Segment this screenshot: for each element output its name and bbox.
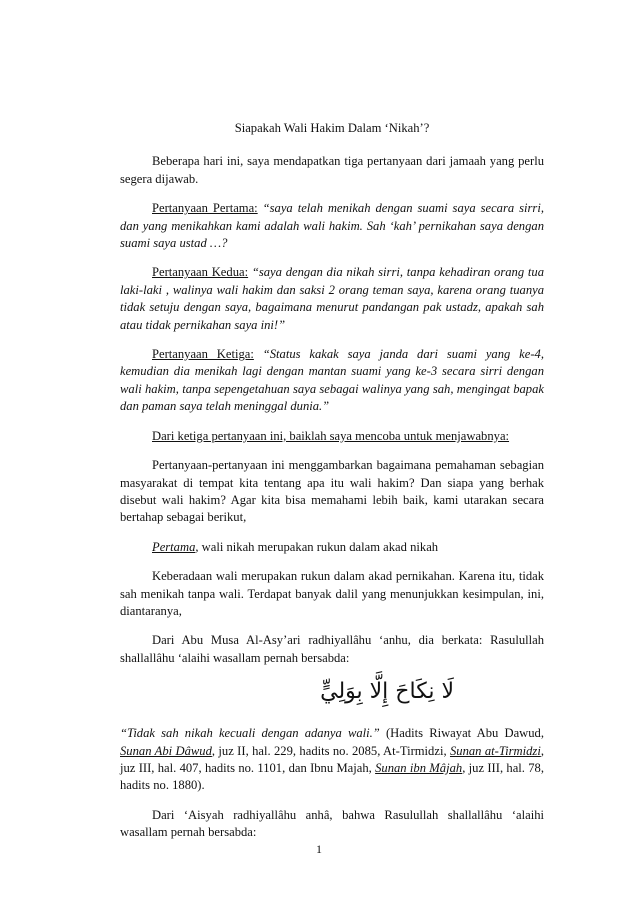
hadith-intro-1: Dari Abu Musa Al-Asy’ari radhiyallâhu ‘anhu, dia berkata: Rasulullah shallallâhu ‘alaihi wasallam pernah bersabda: [120, 633, 544, 665]
question-1-label: Pertanyaan Pertama: [152, 201, 258, 216]
question-3-label: Pertanyaan Ketiga: [152, 347, 254, 362]
point-pertama-text: , wali nikah merupakan rukun dalam akad nikah [195, 539, 439, 554]
document-body [120, 120, 544, 854]
page-number: 1 [316, 842, 322, 856]
hadith-ref-part-1: (Hadits Riwayat Abu Dawud, [379, 726, 544, 741]
book-sunan-abi-dawud: Sunan Abi Dâwud [120, 743, 212, 758]
answer-intro: Dari ketiga pertanyaan ini, baiklah saya mencoba untuk menjawabnya: [152, 428, 510, 443]
question-1 [120, 200, 544, 252]
hadith-ref-part-3: , juz III, hal. 407, hadits no. 1101, dan Ibnu Majah, [120, 743, 544, 775]
question-2-label: Pertanyaan Kedua: [152, 265, 249, 280]
point-pertama-label: Pertama [152, 539, 196, 554]
hadith-intro-2: Dari ‘Aisyah radhiyallâhu anhâ, bahwa Rasulullah shallallâhu ‘alaihi wasallam pernah bersabda: [120, 807, 544, 840]
question-1-text: “saya telah menikah dengan suami saya secara sirri, dan yang menikahkan kami adalah wali hakim. Sah ‘kah’ pernikahan saya dengan suami saya ustad …? [120, 201, 544, 251]
book-sunan-ibn-majah: Sunan ibn Mâjah [375, 760, 463, 775]
question-2 [120, 264, 544, 334]
arabic-hadith-text: لَا نِكَاحَ إِلَّا بِوَلِيٍّ [320, 679, 454, 705]
hadith-quote: “Tidak sah nikah kecuali dengan adanya wali.” [120, 726, 380, 741]
explanation-paragraph-1: Pertanyaan-pertanyaan ini menggambarkan bagaimana pemahaman sebagian masyarakat di tempat kita tentang apa itu wali hakim? Dan siapa yang berhak disebut wali hakim? Agar kita bisa memahami lebih baik, kami utarakan secara bertahap sebagai berikut, [120, 458, 544, 525]
question-3 [120, 346, 544, 416]
hadith-ref-part-2: , juz II, hal. 229, hadits no. 2085, At-Tirmidzi, [211, 743, 450, 758]
hadith-translation [120, 725, 544, 795]
explanation-paragraph-2: Keberadaan wali merupakan rukun dalam akad pernikahan. Karena itu, tidak sah menikah tanpa wali. Terdapat banyak dalil yang menunjukkan kesimpulan, ini, diantaranya, [120, 569, 544, 618]
book-sunan-at-tirmidzi: Sunan at-Tirmidzi [449, 743, 541, 758]
document-title: Siapakah Wali Hakim Dalam ‘Nikah’? [234, 121, 430, 135]
question-2-text: “saya dengan dia nikah sirri, tanpa kehadiran orang tua laki-laki , walinya wali hakim dan saksi 2 orang teman saya, karena orang tuanya tidak setuju dengan saya, bagaimana menurut pandangan pak ustadz, apakah sah atau tidak pernikahan saya ini!” [120, 265, 544, 332]
intro-paragraph: Beberapa hari ini, saya mendapatkan tiga pertanyaan dari jamaah yang perlu segera dijawab. [120, 154, 544, 186]
hadith-ref-part-4: , juz III, hal. 78, hadits no. 1880). [120, 760, 544, 793]
question-3-text: “Status kakak saya janda dari suami yang ke-4, kemudian dia menikah lagi dengan mantan suami yang ke-3 secara sirri dengan wali hakim, tanpa sepengetahuan saya sebagai walinya yang sah, mengingat bapak dan paman saya telah meninggal dunia.” [120, 347, 544, 414]
point-pertama [120, 539, 544, 556]
